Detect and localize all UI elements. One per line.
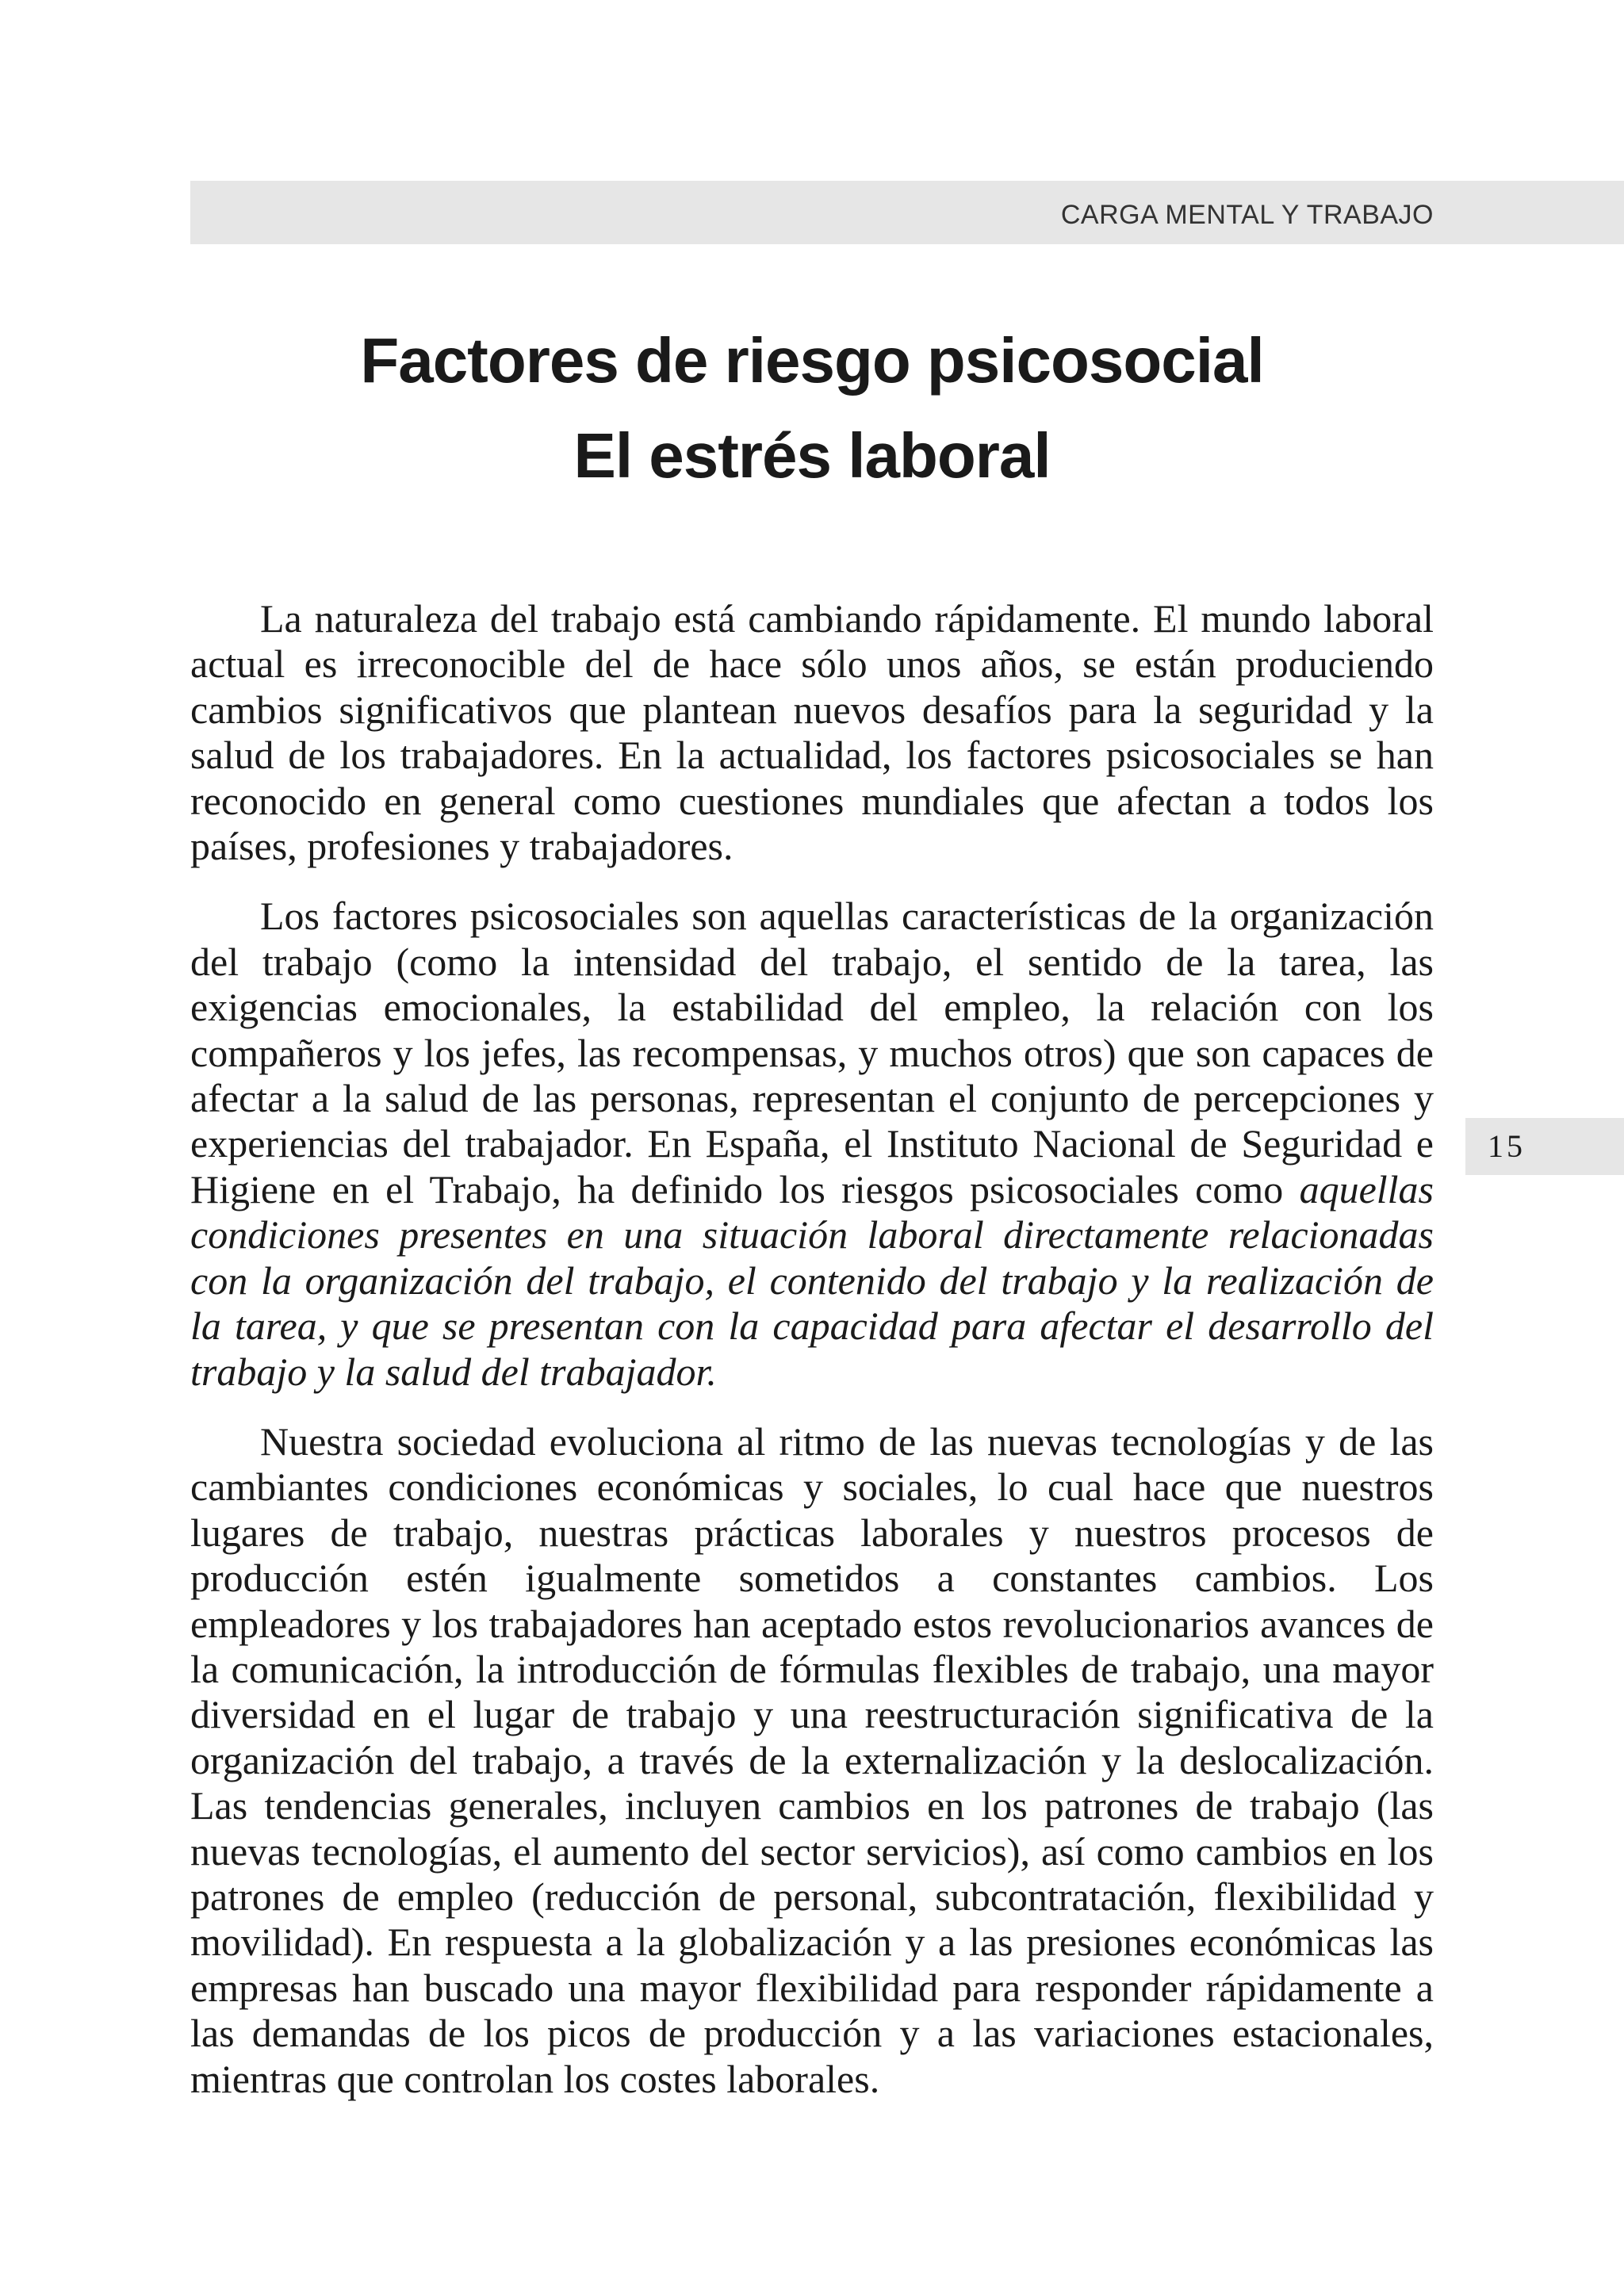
paragraph-1: La naturaleza del trabajo está cambiando rápidamente. El mundo laboral actual es irreconocible del de hace sólo unos años, se están produciendo cambios significativos que plantean nuevos desafíos para la seguridad y la salud de los trabajadores. En la actualidad, los factores psicosociales se han reconocido en general como cuestiones mundiales que afectan a todos los países, profesiones y trabajadores. [190,596,1434,869]
paragraph-2 [190,894,1434,1394]
page-number-tab [1465,1118,1624,1175]
page-number: 15 [1488,1128,1526,1164]
paragraph-2-intro: Los factores psicosociales son aquellas características de la organización del trabajo (como la intensidad del trabajo, el sentido de la tarea, las exigencias emocionales, la estabilidad del empleo, la relación con los compañeros y los jefes, las recompensas, y muchos otros) que son capaces de afectar a la salud de las personas, representan el conjunto de percepciones y experiencias del trabajador. En España, el Instituto Nacional de Seguridad e Higiene en el Trabajo, ha definido los riesgos psicosociales como [190,894,1434,1212]
paragraph-3: Nuestra sociedad evoluciona al ritmo de las nuevas tecnologías y de las cambiantes condiciones económicas y sociales, lo cual hace que nuestros lugares de trabajo, nuestras prácticas laborales y nuestros procesos de producción estén igualmente sometidos a constantes cambios. Los empleadores y los trabajadores han aceptado estos revolucionarios avances de la comunicación, la introducción de fórmulas flexibles de trabajo, una mayor diversidad en el lugar de trabajo y una reestructuración significativa de la organización del trabajo, a través de la externalización y la deslocalización. Las tendencias generales, incluyen cambios en los patrones de trabajo (las nuevas tecnologías, el aumento del sector servicios), así como cambios en los patrones de empleo (reducción de personal, subcontratación, flexibilidad y movilidad). En respuesta a la globalización y a las presiones económicas las empresas han buscado una mayor flexibilidad para responder rápidamente a las demandas de los picos de producción y a las variaciones estacionales, mientras que controlan los costes laborales. [190,1418,1434,2101]
chapter-title [190,313,1434,503]
running-header-band [190,181,1624,244]
body-text [190,596,1434,2126]
chapter-title-line-1: Factores de riesgo psicosocial [360,325,1264,396]
paragraph-2-quote: aquellas condiciones presentes en una situación laboral directamente relacionadas con la organización del trabajo, el contenido del trabajo y la realización de la tarea, y que se presentan con la capacidad para afectar el desarrollo del trabajo y la salud del trabajador. [190,1166,1434,1394]
chapter-title-line-2: El estrés laboral [573,420,1051,491]
running-header-title: CARGA MENTAL Y TRABAJO [1060,200,1434,230]
